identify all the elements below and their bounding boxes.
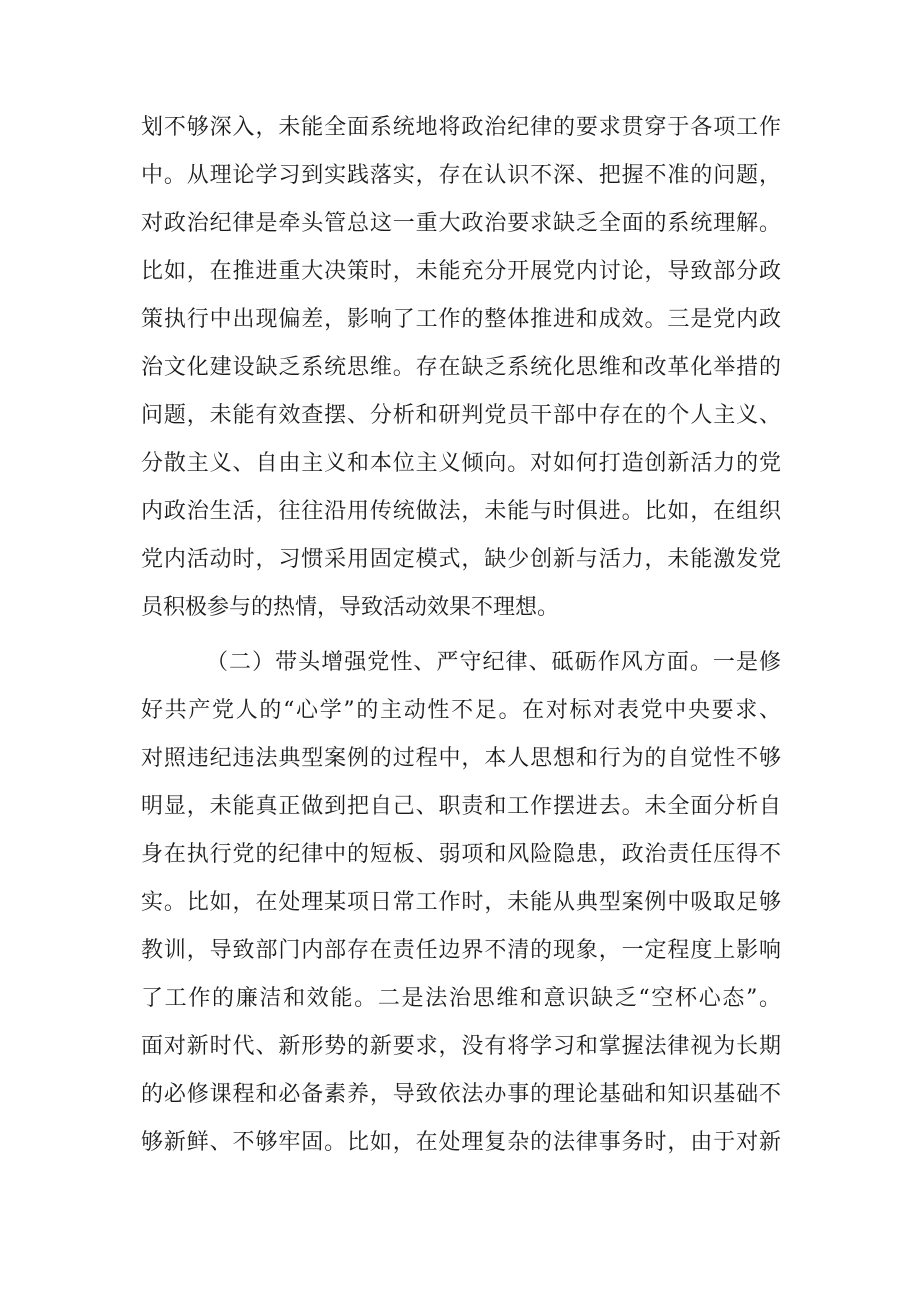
text-line: 的必修课程和必备素养，导致依法办事的理论基础和知识基础不 [141, 1082, 781, 1107]
text-line: 实。比如，在处理某项日常工作时，未能从典型案例中吸取足够 [141, 890, 781, 915]
text-line: 分散主义、自由主义和本位主义倾向。对如何打造创新活力的党 [141, 451, 781, 476]
text-line: 明显，未能真正做到把自己、职责和工作摆进去。未全面分析自 [141, 794, 781, 819]
text-line: 党内活动时，习惯采用固定模式，缺少创新与活力，未能激发党 [141, 547, 781, 572]
text-line: 治文化建设缺乏系统思维。存在缺乏系统化思维和改革化举措的 [141, 355, 781, 380]
paragraph-last-line: 员积极参与的热情，导致活动效果不理想。 [141, 595, 560, 620]
text-line: 中。从理论学习到实践落实，存在认识不深、把握不准的问题， [141, 163, 781, 188]
text-line: 划不够深入，未能全面系统地将政治纪律的要求贯穿于各项工作 [141, 115, 781, 140]
text-line: 面对新时代、新形势的新要求，没有将学习和掌握法律视为长期 [141, 1034, 781, 1059]
text-line: 身在执行党的纪律中的短板、弱项和风险隐患，政治责任压得不 [141, 842, 781, 867]
text-line: 够新鲜、不够牢固。比如，在处理复杂的法律事务时，由于对新 [141, 1130, 781, 1155]
text-line: 问题，未能有效查摆、分析和研判党员干部中存在的个人主义、 [141, 403, 781, 428]
text-line: 了工作的廉洁和效能。二是法治思维和意识缺乏“空杯心态”。 [141, 986, 781, 1011]
text-line: 比如，在推进重大决策时，未能充分开展党内讨论，导致部分政 [141, 259, 781, 284]
text-line: 策执行中出现偏差，影响了工作的整体推进和成效。三是党内政 [141, 307, 781, 332]
text-line: 对政治纪律是牵头管总这一重大政治要求缺乏全面的系统理解。 [141, 211, 781, 236]
text-line: 教训，导致部门内部存在责任边界不清的现象，一定程度上影响 [141, 938, 781, 963]
text-line: 好共产党人的“心学”的主动性不足。在对标对表党中央要求、 [141, 698, 781, 723]
text-line: 内政治生活，往往沿用传统做法，未能与时俱进。比如，在组织 [141, 499, 781, 524]
section-heading-line: （二）带头增强党性、严守纪律、砥砺作风方面。一是修 [206, 650, 781, 675]
text-line: 对照违纪违法典型案例的过程中，本人思想和行为的自觉性不够 [141, 746, 781, 771]
